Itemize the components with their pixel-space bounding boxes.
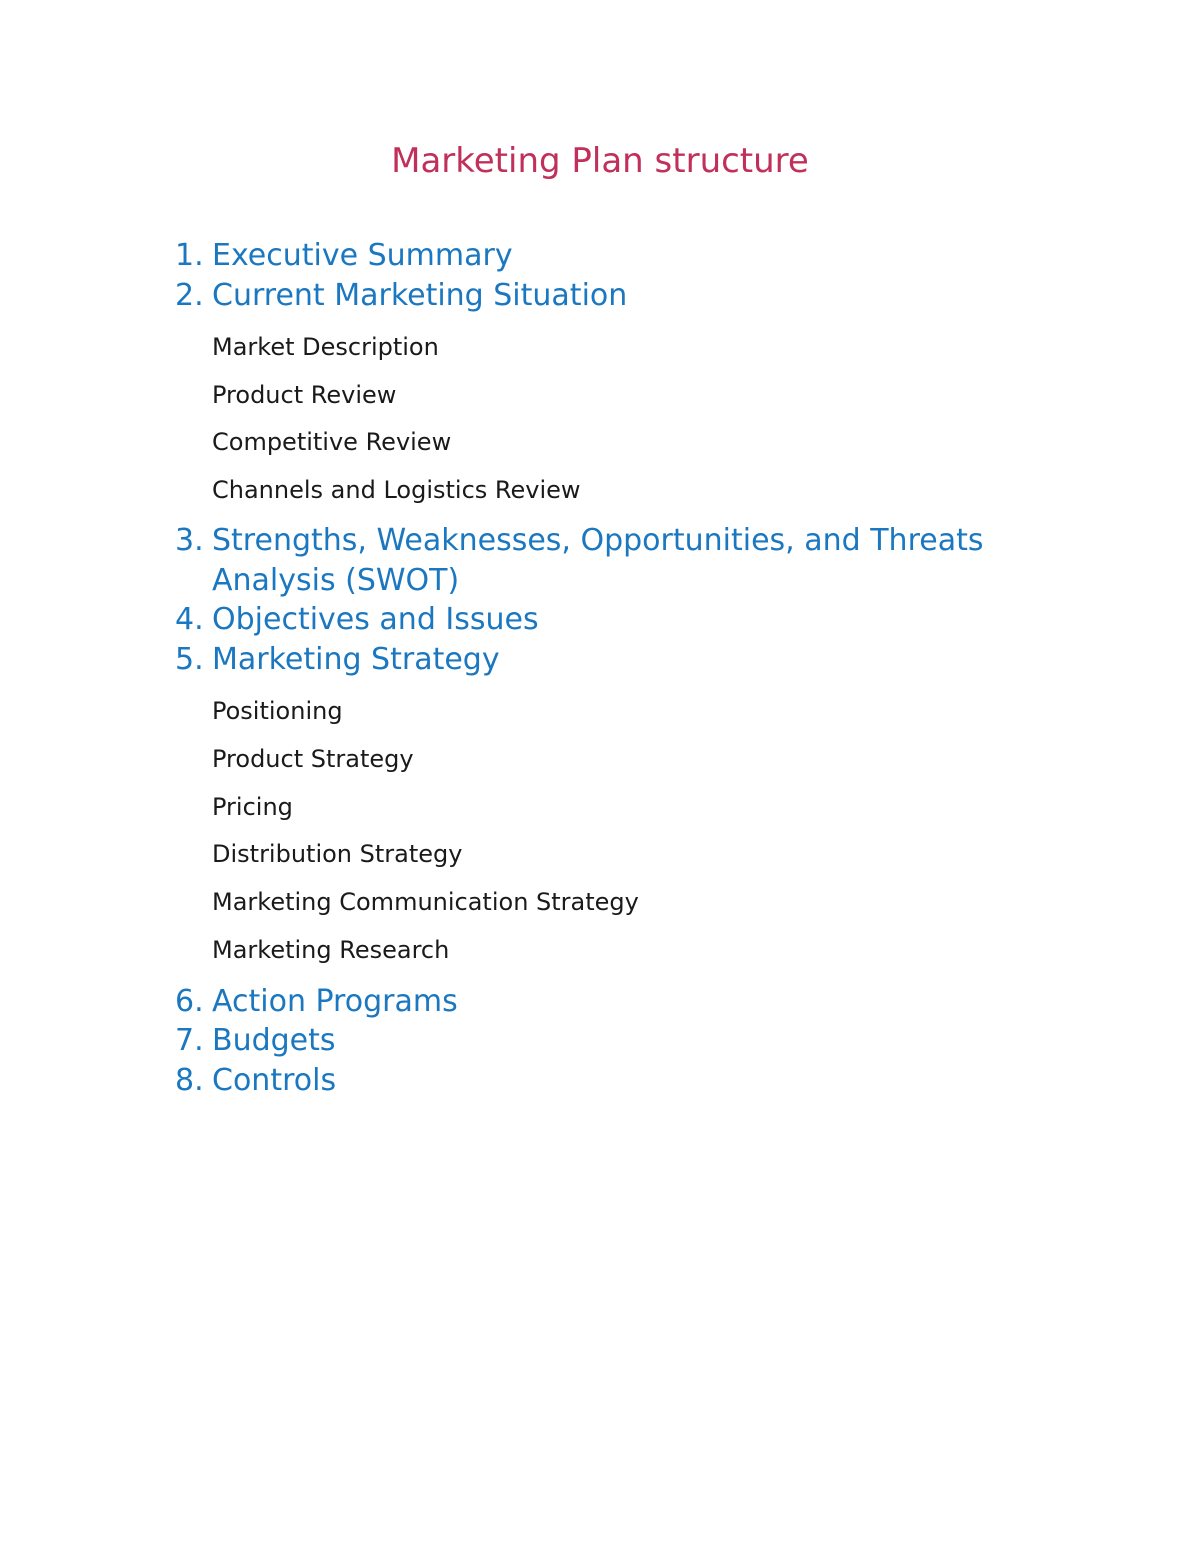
subsection-item: Marketing Communication Strategy — [212, 888, 639, 916]
section-number: 3. — [175, 523, 204, 558]
section-number: 2. — [175, 278, 204, 313]
section-title: Objectives and Issues — [212, 602, 539, 637]
subsection-item: Competitive Review — [212, 428, 452, 456]
section-item-action-programs — [175, 982, 458, 1022]
subsection-item: Channels and Logistics Review — [212, 476, 581, 504]
subsection-item: Market Description — [212, 333, 439, 361]
subsection-item: Distribution Strategy — [212, 840, 463, 868]
subsection-item: Positioning — [212, 697, 343, 725]
section-number: 6. — [175, 984, 204, 1019]
section-item-marketing-strategy — [175, 640, 500, 680]
subsection-item: Marketing Research — [212, 936, 450, 964]
section-title: Current Marketing Situation — [212, 278, 628, 313]
section-title: Executive Summary — [212, 238, 513, 273]
section-number: 8. — [175, 1063, 204, 1098]
section-title: Controls — [212, 1063, 337, 1098]
section-title-continuation: Analysis (SWOT) — [212, 563, 460, 598]
section-item-swot — [175, 521, 983, 561]
section-number: 4. — [175, 602, 204, 637]
section-item-budgets — [175, 1021, 336, 1061]
section-item-controls — [175, 1061, 336, 1101]
section-title: Marketing Strategy — [212, 642, 500, 677]
section-number: 5. — [175, 642, 204, 677]
subsection-item: Product Review — [212, 381, 397, 409]
section-number: 1. — [175, 238, 204, 273]
section-title: Action Programs — [212, 984, 458, 1019]
section-title: Strengths, Weaknesses, Opportunities, and Threats — [212, 523, 984, 558]
section-item-current-marketing-situation — [175, 276, 627, 316]
subsection-item: Product Strategy — [212, 745, 414, 773]
section-item-objectives-and-issues — [175, 600, 539, 640]
document-title: Marketing Plan structure — [391, 141, 809, 181]
section-title: Budgets — [212, 1023, 336, 1058]
section-item-executive-summary — [175, 236, 513, 276]
subsection-item: Pricing — [212, 793, 293, 821]
section-number: 7. — [175, 1023, 204, 1058]
